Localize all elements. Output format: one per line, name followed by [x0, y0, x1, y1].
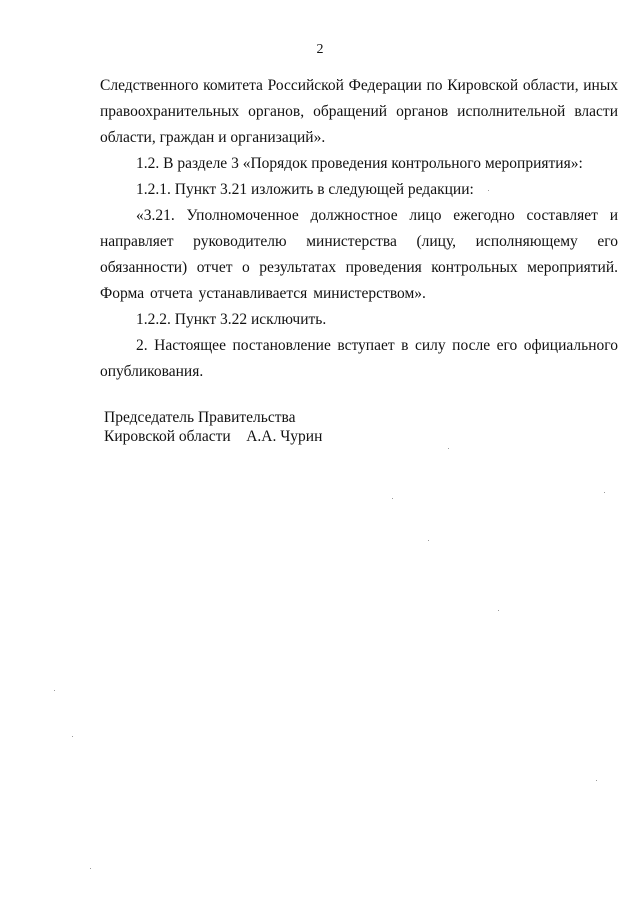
scan-speck — [596, 780, 597, 781]
scan-speck — [428, 540, 429, 541]
paragraph-item-1-2-1: 1.2.1. Пункт 3.21 изложить в следующей редакции: — [136, 181, 474, 198]
signature-position: Председатель Правительства — [104, 409, 296, 426]
scan-speck — [392, 498, 393, 499]
document-body — [100, 73, 618, 385]
paragraph-item-1-2: 1.2. В разделе 3 «Порядок проведения контрольного мероприятия»: — [136, 155, 583, 172]
page-number: 2 — [316, 42, 324, 57]
paragraph-item-2: 2. Настоящее постановление вступает в силу после его официального опубликования. — [100, 337, 618, 380]
scan-speck — [448, 448, 449, 449]
scan-speck — [72, 736, 73, 737]
scan-speck — [54, 690, 55, 691]
scan-speck — [90, 868, 91, 869]
scan-speck — [604, 492, 605, 493]
paragraph-continuation: Следственного комитета Российской Федерации по Кировской области, иных правоохранительных органов, обращений органов исполнительной власти области, граждан и организаций». — [100, 77, 618, 146]
paragraph-quote-3-21: «3.21. Уполномоченное должностное лицо ежегодно составляет и направляет руководителю министерства (лицу, исполняющему его обязанности) отчет о результатах проведения контрольных мероприятий. Форма отчета устанавливается министерством». — [100, 207, 618, 302]
scan-speck — [488, 190, 489, 191]
signature-region-and-name: Кировской области А.А. Чурин — [104, 428, 323, 445]
paragraph-item-1-2-2: 1.2.2. Пункт 3.22 исключить. — [136, 311, 327, 328]
scan-speck — [498, 610, 499, 611]
signature-block — [104, 408, 322, 446]
